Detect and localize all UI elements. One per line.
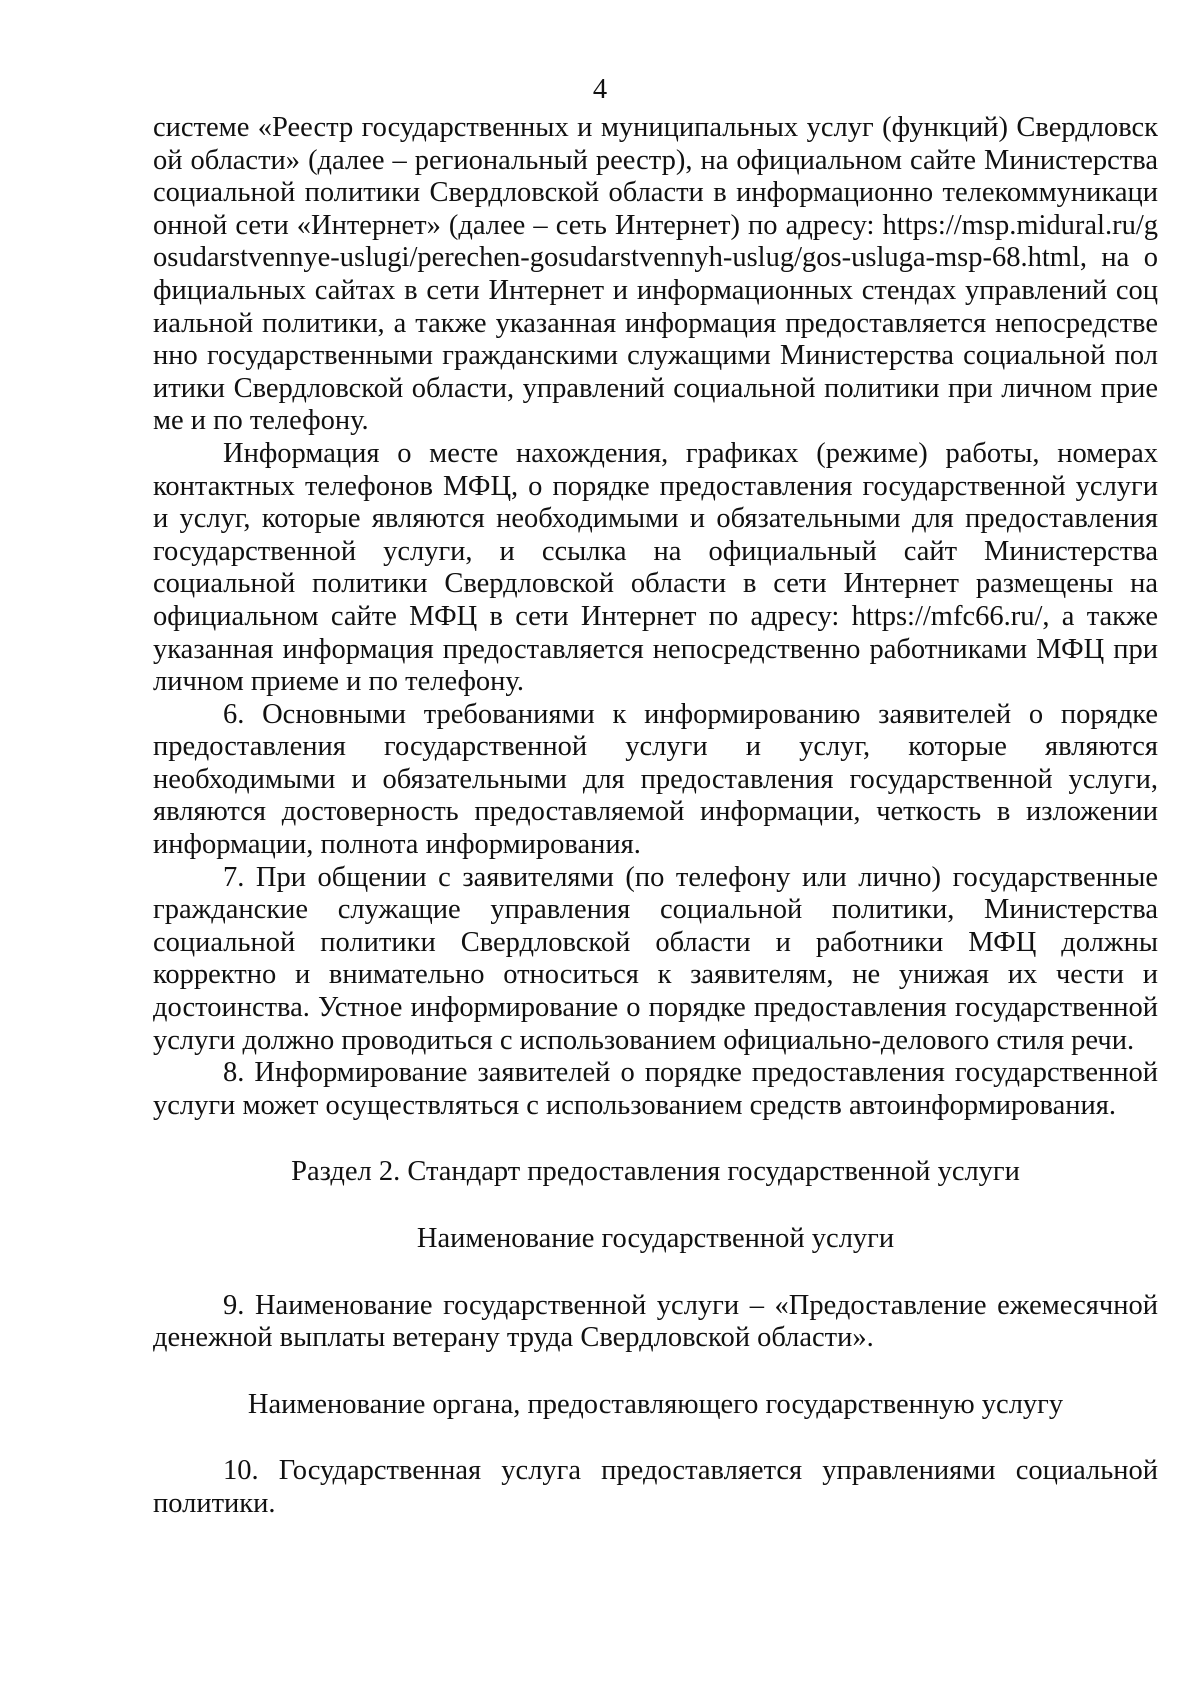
subheading-service-name: Наименование государственной услуги: [416, 1223, 895, 1254]
paragraph-item-7: 7. При общении с заявителями (по телефону или лично) государственные гражданские служащие управления социальной политики, Министерства социальной политики Свердловской области и работники МФЦ должны корректно и внимательно относиться к заявителям, не унижая их чести и достоинства. Устное информирование о порядке предоставления государственной услуги должно проводиться с использованием официально-делового стиля речи.: [153, 861, 1158, 1056]
subheading-organ-name: Наименование органа, предоставляющего государственную услугу: [247, 1388, 1064, 1420]
paragraph-item-8: 8. Информирование заявителей о порядке предоставления государственной услуги может осуществляться с использованием средств автоинформирования.: [153, 1057, 1158, 1121]
paragraph-mfc-info: Информация о месте нахождения, графиках (режиме) работы, номерах контактных телефонов МФЦ, о порядке предоставления государственной услуги и услуг, которые являются необходимыми и обязательными для предоставления государственной услуги, и ссылка на официальный сайт Министерства социальной политики Свердловской области в сети Интернет размещены на официальном сайте МФЦ в сети Интернет по адресу: https://mfc66.ru/, а также указанная информация предоставляется непосредственно работниками МФЦ при личном приеме и по телефону.: [153, 437, 1158, 698]
paragraph-item-10: 10. Государственная услуга предоставляется управлениями социальной политики.: [153, 1455, 1158, 1519]
paragraph-registry-info: системе «Реестр государственных и муниципальных услуг (функций) Свердловской области» (далее – региональный реестр), на официальном сайте Министерства социальной политики Свердловской области в информационно телекоммуникационной сети «Интернет» (далее – сеть Интернет) по адресу: https://msp.midural.ru/gosudarstvennye-uslugi/perechen-gosudarstvennyh-uslug/gos-usluga-msp-68.html, на официальных сайтах в сети Интернет и информационных стендах управлений социальной политики, а также указанная информация предоставляется непосредственно государственными гражданскими служащими Министерства социальной политики Свердловской области, управлений социальной политики при личном приеме и по телефону.: [153, 112, 1158, 437]
page-number: 4: [592, 74, 608, 105]
section-heading: Раздел 2. Стандарт предоставления государственной услуги: [291, 1156, 1020, 1188]
document-body: [153, 112, 1158, 1521]
paragraph-item-6: 6. Основными требованиями к информированию заявителей о порядке предоставления государственной услуги и услуг, которые являются необходимыми и обязательными для предоставления государственной услуги, являются достоверность предоставляемой информации, четкость в изложении информации, полнота информирования.: [153, 698, 1158, 861]
paragraph-item-9: 9. Наименование государственной услуги – «Предоставление ежемесячной денежной выплаты ветерану труда Свердловской области».: [153, 1289, 1158, 1354]
